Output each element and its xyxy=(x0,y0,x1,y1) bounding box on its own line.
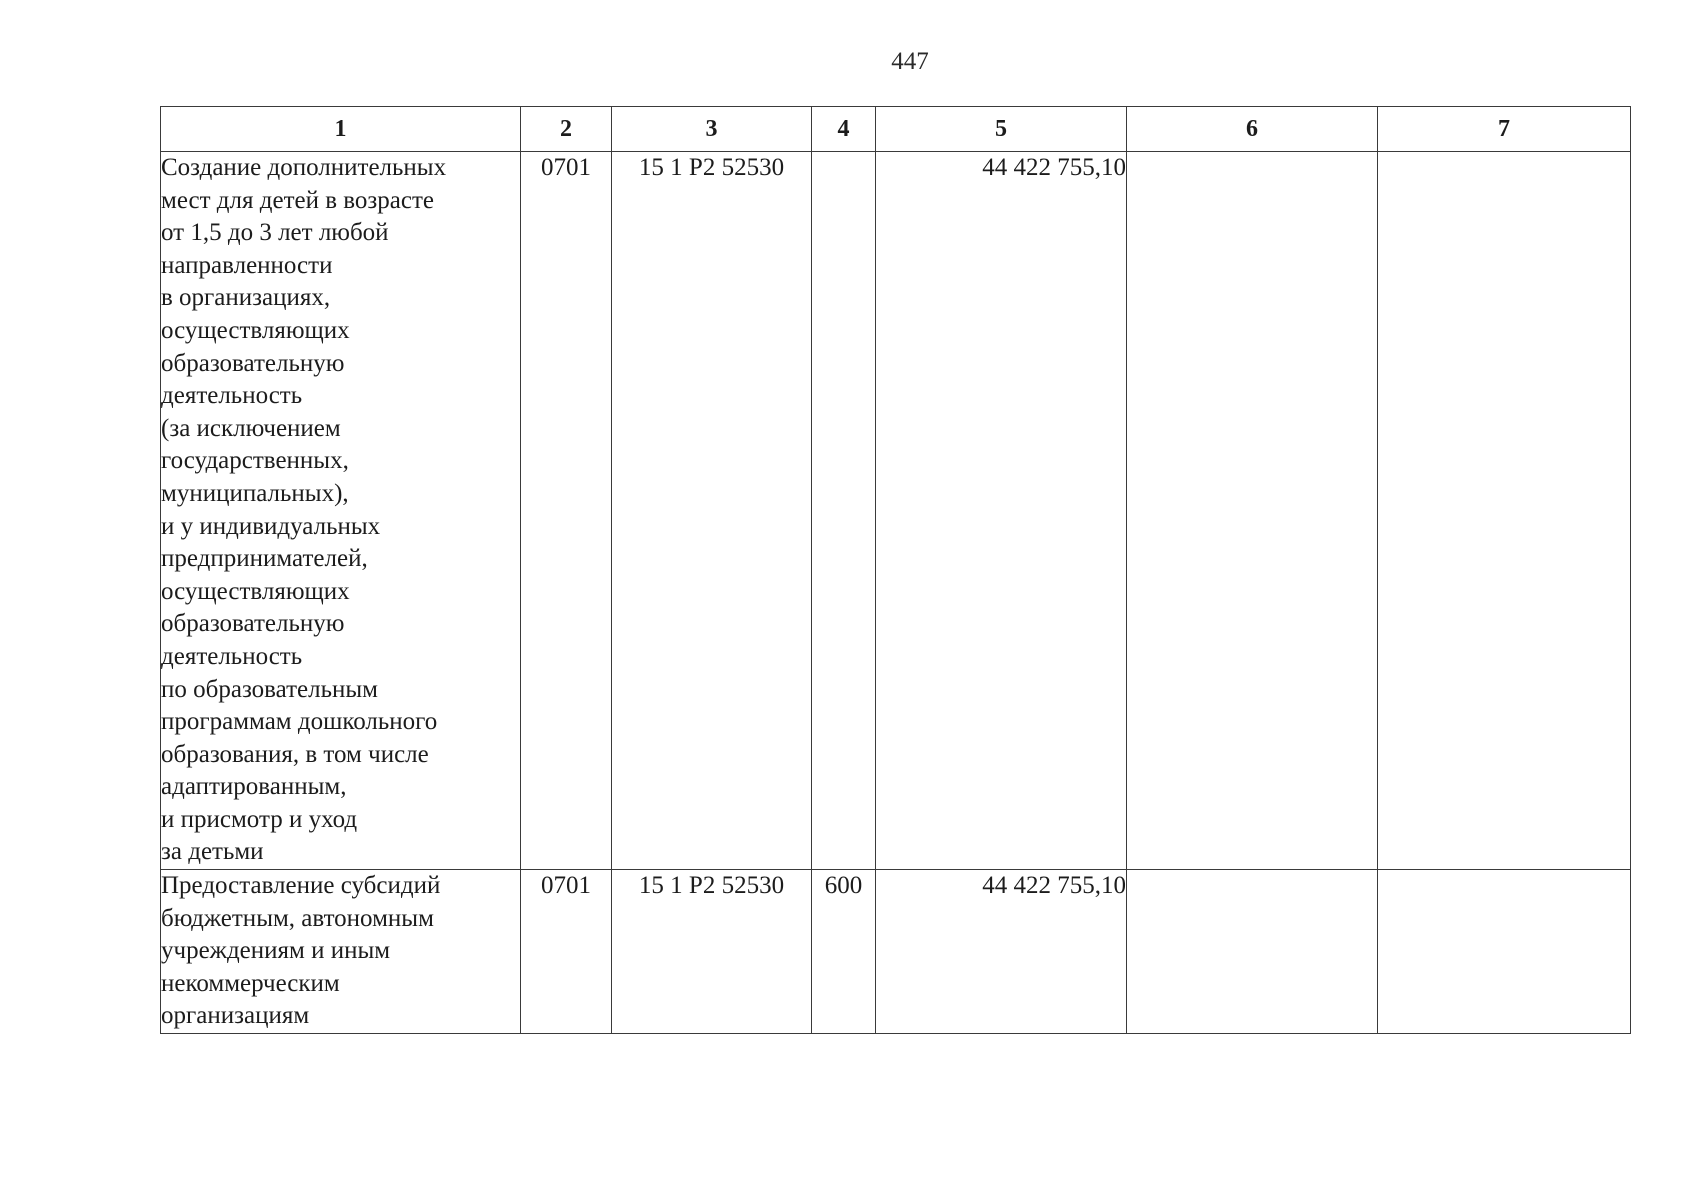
name-line: образования, в том числе xyxy=(161,740,429,768)
column-header-2: 2 xyxy=(521,107,612,152)
section-code-cell: 0701 xyxy=(521,152,612,870)
amount-cell: 44 422 755,10 xyxy=(876,152,1127,870)
budget-table xyxy=(160,106,1631,1034)
header-row xyxy=(161,107,1631,152)
column-header-4: 4 xyxy=(812,107,876,152)
name-line: в организациях, xyxy=(161,284,331,312)
column-7-cell xyxy=(1378,870,1631,1034)
name-line: предпринимателей, xyxy=(161,545,368,573)
expense-type-cell: 600 xyxy=(812,870,876,1034)
table-row xyxy=(161,870,1631,1034)
column-6-cell xyxy=(1127,870,1378,1034)
column-7-cell xyxy=(1378,152,1631,870)
name-line: Предоставление субсидий xyxy=(161,872,441,900)
section-code-cell: 0701 xyxy=(521,870,612,1034)
column-header-6: 6 xyxy=(1127,107,1378,152)
name-line: направленности xyxy=(161,251,333,279)
name-line: адаптированным, xyxy=(161,773,347,801)
column-header-5: 5 xyxy=(876,107,1127,152)
name-line: бюджетным, автономным xyxy=(161,904,434,932)
name-line: (за исключением xyxy=(161,414,341,442)
name-line: образовательную xyxy=(161,610,345,638)
name-line: деятельность xyxy=(161,642,303,670)
name-line: за детьми xyxy=(161,838,264,866)
target-article-cell: 15 1 P2 52530 xyxy=(612,870,812,1034)
column-header-7: 7 xyxy=(1378,107,1631,152)
name-line: деятельность xyxy=(161,382,303,410)
name-line: организациям xyxy=(161,1002,310,1030)
name-line: образовательную xyxy=(161,349,345,377)
name-line: от 1,5 до 3 лет любой xyxy=(161,219,389,247)
amount-cell: 44 422 755,10 xyxy=(876,870,1127,1034)
name-line: программам дошкольного xyxy=(161,708,438,736)
row-name-cell xyxy=(161,152,521,870)
name-line: мест для детей в возрасте xyxy=(161,186,434,214)
name-line: Создание дополнительных xyxy=(161,154,447,181)
name-line: государственных, xyxy=(161,447,349,475)
table-row xyxy=(161,152,1631,870)
page-number: 447 xyxy=(891,48,929,75)
column-6-cell xyxy=(1127,152,1378,870)
column-header-3: 3 xyxy=(612,107,812,152)
name-line: осуществляющих xyxy=(161,316,350,344)
name-line: учреждениям и иным xyxy=(161,937,391,965)
name-line: некоммерческим xyxy=(161,969,340,997)
row-name-cell xyxy=(161,870,521,1034)
name-line: по образовательным xyxy=(161,675,378,703)
name-line: и присмотр и уход xyxy=(161,805,358,833)
name-line: муниципальных), xyxy=(161,479,349,507)
expense-type-cell xyxy=(812,152,876,870)
name-line: и у индивидуальных xyxy=(161,512,381,540)
column-header-1: 1 xyxy=(161,107,521,152)
target-article-cell: 15 1 P2 52530 xyxy=(612,152,812,870)
name-line: осуществляющих xyxy=(161,577,350,605)
